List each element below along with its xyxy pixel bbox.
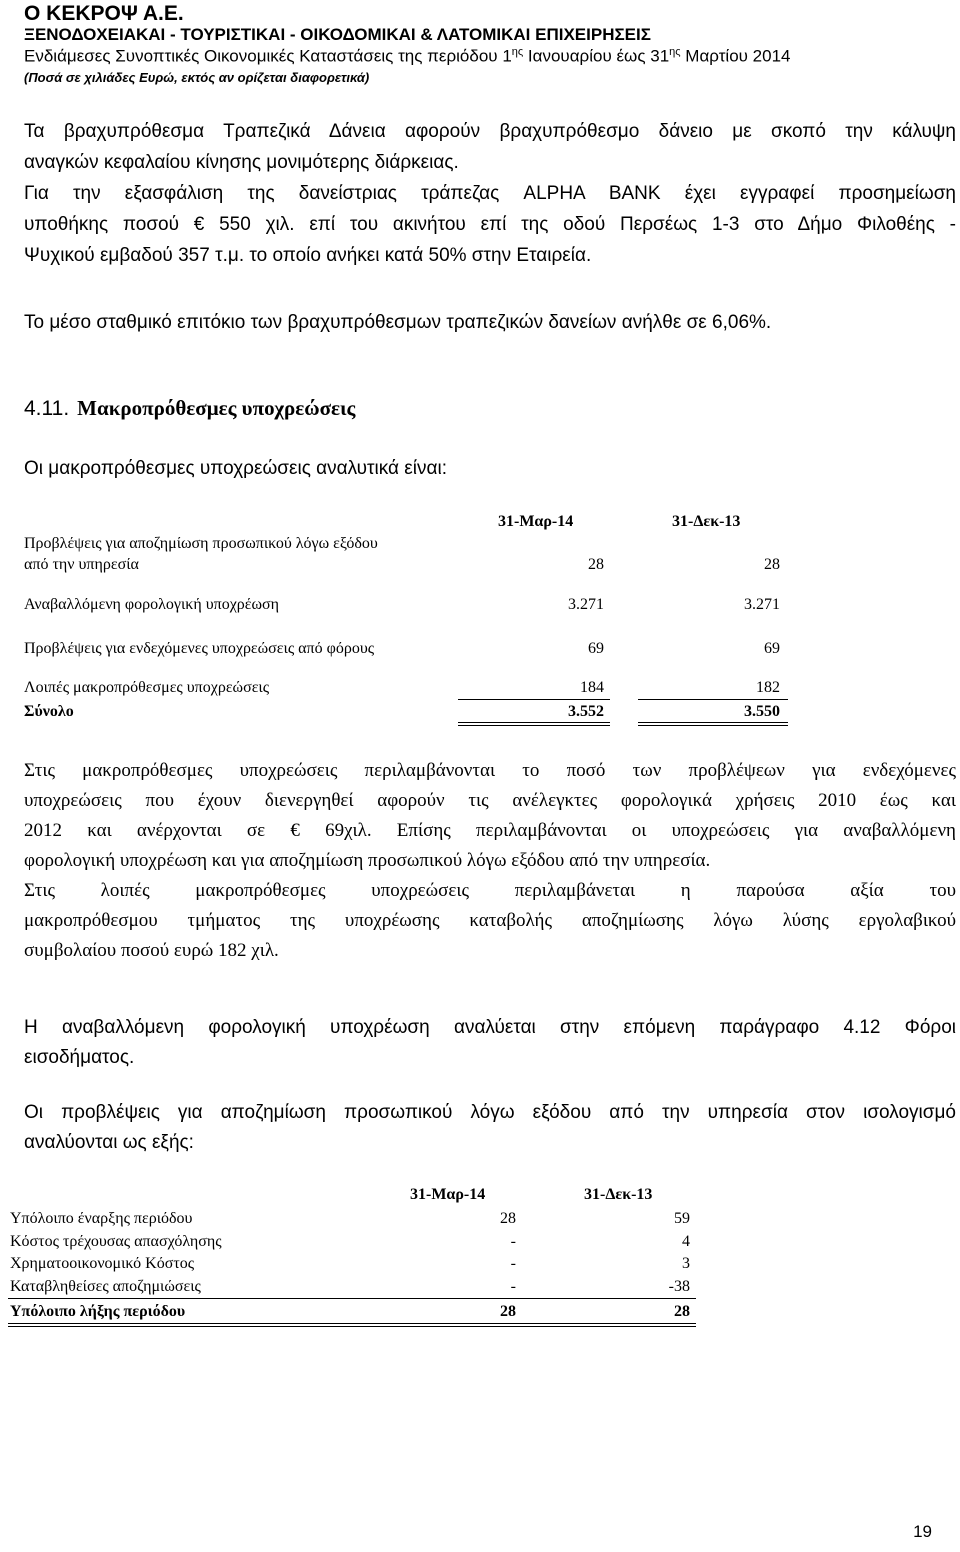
paragraph-line: Για την εξασφάλιση της δανείστριας τράπεζας ALPHA BANK έχει εγγραφεί προσημείωση — [24, 183, 956, 204]
paragraph-line: φορολογική υποχρέωση και για αποζημίωση προσωπικού λόγω εξόδου από την υπηρεσία. — [24, 850, 711, 871]
paragraph-line: συμβολαίου ποσού ευρώ 182 χιλ. — [24, 940, 279, 961]
paragraph-line: υποχρεώσεις που έχουν διενεργηθεί αφορούν τις ανέλεγκτες φορολογικά χρήσεις 2010 έως και — [24, 790, 956, 811]
period-sup-1: ης — [511, 46, 524, 58]
paragraph-line: Τα βραχυπρόθεσμα Τραπεζικά Δάνεια αφορούν βραχυπρόθεσμο δάνειο με σκοπό την κάλυψη — [24, 121, 956, 142]
table1-value: 3.271 — [568, 596, 604, 613]
table1-value: 69 — [588, 640, 604, 657]
table1-value: 28 — [588, 556, 604, 573]
table2-col1-header: 31-Μαρ-14 — [410, 1186, 486, 1203]
period-part-b: Ιανουαρίου έως 31 — [523, 46, 670, 66]
paragraph-line: Στις λοιπές μακροπρόθεσμες υποχρεώσεις περιλαμβάνεται η παρούσα αξία του — [24, 880, 956, 901]
section-number: 4.11. — [24, 397, 70, 420]
table1-value: 28 — [764, 556, 780, 573]
total-double-rule — [458, 725, 610, 726]
table1-total-value: 3.552 — [568, 703, 604, 720]
total-double-rule — [638, 725, 788, 726]
subtotal-rule — [8, 1298, 696, 1299]
paragraph-line: αναλύονται ως εξής: — [24, 1132, 194, 1153]
table1-value: 3.271 — [744, 596, 780, 613]
paragraph-line: Η αναβαλλόμενη φορολογική υποχρέωση αναλύεται στην επόμενη παράγραφο 4.12 Φόροι — [24, 1017, 956, 1038]
table2-col2-header: 31-Δεκ-13 — [584, 1186, 653, 1203]
table2-value: - — [510, 1233, 516, 1250]
table1-row-label: Αναβαλλόμενη φορολογική υποχρέωση — [24, 596, 280, 613]
table2-total-label: Υπόλοιπο λήξης περιόδου — [10, 1303, 186, 1320]
paragraph-line: αναγκών κεφαλαίου κίνησης μονιμότερης διάρκειας. — [24, 152, 459, 173]
table2-row-label: Υπόλοιπο έναρξης περιόδου — [10, 1210, 193, 1227]
period-part-c: Μαρτίου 2014 — [680, 46, 791, 66]
section-heading — [24, 396, 355, 421]
period-sup-2: ης — [669, 46, 681, 58]
total-double-rule — [638, 722, 788, 723]
table2-total-value: 28 — [674, 1303, 690, 1320]
paragraph-line: Οι προβλέψεις για αποζημίωση προσωπικού λόγω εξόδου από την υπηρεσία στον ισολογισμό — [24, 1102, 956, 1123]
paragraph-line: Στις μακροπρόθεσμες υποχρεώσεις περιλαμβάνονται το ποσό των προβλέψεων για ενδεχόμενες — [24, 760, 956, 781]
section-title: Μακροπρόθεσμες υποχρεώσεις — [77, 396, 356, 420]
table2-value: 28 — [500, 1210, 516, 1227]
table2-value: 3 — [682, 1255, 690, 1272]
total-double-rule — [458, 722, 610, 723]
table2-value: - — [510, 1255, 516, 1272]
table1-value: 182 — [756, 679, 780, 696]
total-double-rule — [8, 1323, 696, 1324]
report-period — [24, 46, 791, 67]
table2-total-value: 28 — [500, 1303, 516, 1320]
section-intro: Οι μακροπρόθεσμες υποχρεώσεις αναλυτικά είναι: — [24, 458, 447, 479]
table2-row-label: Χρηματοοικονομικό Κόστος — [10, 1255, 195, 1272]
table1-col1-header: 31-Μαρ-14 — [498, 513, 574, 530]
table1-total-label: Σύνολο — [24, 703, 74, 720]
paragraph-line: εισοδήματος. — [24, 1047, 135, 1068]
paragraph-line: 2012 και ανέρχονται σε € 69χιλ. Επίσης περιλαμβάνονται οι υποχρεώσεις για αναβαλλόμενη — [24, 820, 956, 841]
table1-row-label: Προβλέψεις για ενδεχόμενες υποχρεώσεις από φόρους — [24, 640, 375, 657]
paragraph-line: μακροπρόθεσμου τμήματος της υποχρέωσης καταβολής αποζημίωσης λόγω λύσης εργολαβικού — [24, 910, 956, 931]
company-name: Ο ΚΕΚΡΟΨ Α.Ε. — [24, 2, 184, 25]
table2-value: - — [510, 1278, 516, 1295]
table2-value: -38 — [668, 1278, 690, 1295]
liabilities-explanation — [24, 756, 956, 966]
table1-col2-header: 31-Δεκ-13 — [672, 513, 741, 530]
period-part-a: Ενδιάμεσες Συνοπτικές Οικονομικές Καταστάσεις της περιόδου 1 — [24, 46, 512, 66]
company-activity: ΞΕΝΟΔΟΧΕΙΑΚΑΙ - ΤΟΥΡΙΣΤΙΚΑΙ - ΟΙΚΟΔΟΜΙΚΑΙ & ΛΑΤΟΜΙΚΑΙ ΕΠΙΧΕΙΡΗΣΕΙΣ — [24, 25, 651, 44]
table1-total-value: 3.550 — [744, 703, 780, 720]
page-number: 19 — [913, 1522, 932, 1541]
table1-value: 69 — [764, 640, 780, 657]
table1-value: 184 — [580, 679, 604, 696]
deferred-tax-paragraph — [24, 1013, 956, 1073]
subtotal-rule — [638, 699, 788, 700]
subtotal-rule — [458, 699, 610, 700]
table1-row-label: από την υπηρεσία — [24, 556, 139, 573]
table2-row-label: Καταβληθείσες αποζημιώσεις — [10, 1278, 201, 1295]
table2-row-label: Κόστος τρέχουσας απασχόλησης — [10, 1233, 222, 1250]
paragraph-line: υποθήκης ποσού € 550 χιλ. επί του ακινήτου επί της οδού Περσέως 1-3 στο Δήμο Φιλοθέης - — [24, 214, 956, 235]
provisions-paragraph — [24, 1098, 956, 1158]
amounts-note: (Ποσά σε χιλιάδες Ευρώ, εκτός αν ορίζεται διαφορετικά) — [24, 70, 370, 85]
table1-row-label: Λοιπές μακροπρόθεσμες υποχρεώσεις — [24, 679, 270, 696]
table2-value: 59 — [674, 1210, 690, 1227]
loans-paragraph — [24, 116, 956, 271]
paragraph-line: Ψυχικού εμβαδού 357 τ.μ. το οποίο ανήκει κατά 50% στην Εταιρεία. — [24, 245, 592, 266]
total-double-rule — [8, 1326, 696, 1327]
table2-value: 4 — [682, 1233, 690, 1250]
average-rate-text: Το μέσο σταθμικό επιτόκιο των βραχυπρόθεσμων τραπεζικών δανείων ανήλθε σε 6,06%. — [24, 312, 772, 333]
table1-row-label: Προβλέψεις για αποζημίωση προσωπικού λόγω εξόδου — [24, 535, 378, 552]
